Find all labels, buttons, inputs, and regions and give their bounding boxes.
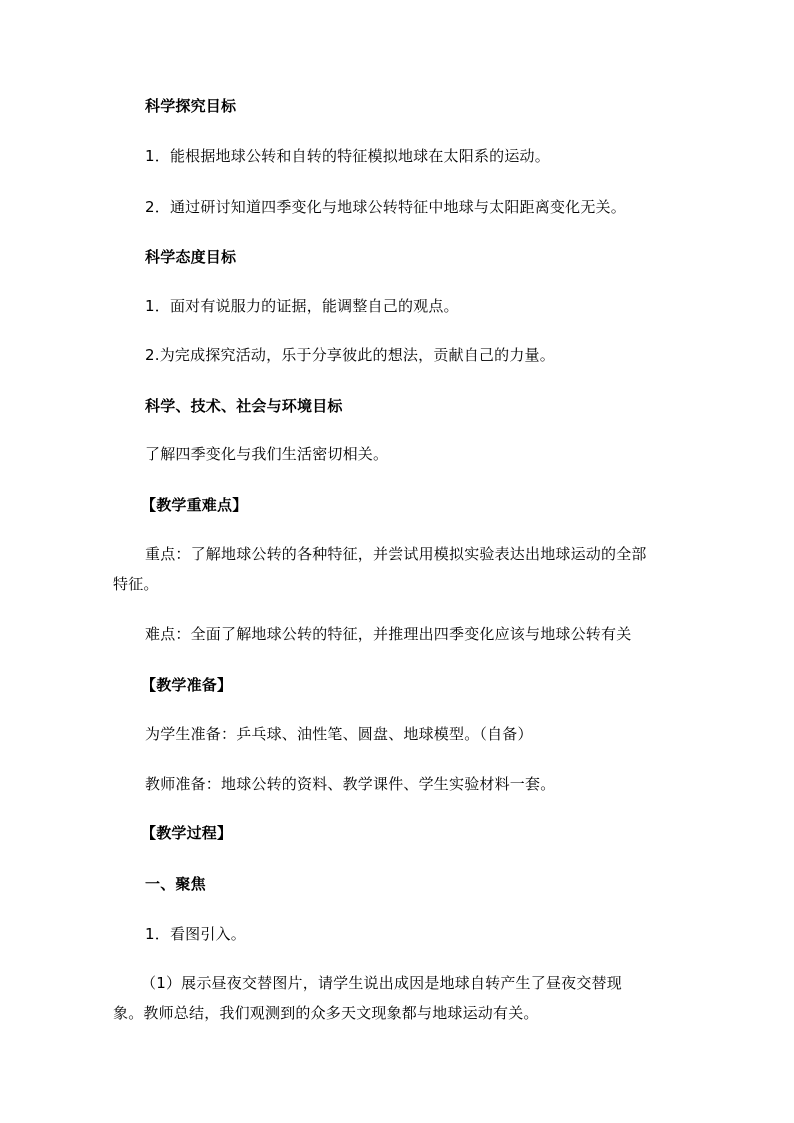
paragraph-attitude-goal-2: 2.为完成探究活动，乐于分享彼此的想法，贡献自己的力量。 <box>145 346 555 364</box>
paragraph-picture-intro: 1．看图引入。 <box>145 925 246 943</box>
paragraph-difficult-point: 难点：全面了解地球公转的特征，并推理出四季变化应该与地球公转有关 <box>145 625 632 643</box>
paragraph-inquiry-goal-1: 1．能根据地球公转和自转的特征模拟地球在太阳系的运动。 <box>145 147 550 165</box>
heading-science-inquiry-goals: 科学探究目标 <box>145 97 237 115</box>
paragraph-stse-goal: 了解四季变化与我们生活密切相关。 <box>145 445 389 463</box>
paragraph-teacher-preparation: 教师准备：地球公转的资料、教学课件、学生实验材料一套。 <box>145 775 556 793</box>
heading-focus-section: 一、聚焦 <box>145 875 206 893</box>
paragraph-day-night-line-2: 象。教师总结，我们观测到的众多天文现象都与地球运动有关。 <box>113 1004 539 1022</box>
paragraph-student-preparation: 为学生准备：乒乓球、油性笔、圆盘、地球模型。（自备） <box>145 725 533 743</box>
heading-science-attitude-goals: 科学态度目标 <box>145 248 237 266</box>
heading-key-difficult-points: 【教学重难点】 <box>141 496 248 514</box>
paragraph-key-point-line-2: 特征。 <box>113 575 159 593</box>
heading-teaching-process: 【教学过程】 <box>141 824 233 842</box>
heading-stse-goals: 科学、技术、社会与环境目标 <box>145 397 343 415</box>
paragraph-inquiry-goal-2: 2．通过研讨知道四季变化与地球公转特征中地球与太阳距离变化无关。 <box>145 198 626 216</box>
paragraph-day-night-line-1: （1）展示昼夜交替图片，请学生说出成因是地球自转产生了昼夜交替现 <box>141 974 622 992</box>
paragraph-attitude-goal-1: 1．面对有说服力的证据，能调整自己的观点。 <box>145 297 459 315</box>
paragraph-key-point-line-1: 重点：了解地球公转的各种特征，并尝试用模拟实验表达出地球运动的全部 <box>145 545 647 563</box>
heading-teaching-preparation: 【教学准备】 <box>141 676 233 694</box>
